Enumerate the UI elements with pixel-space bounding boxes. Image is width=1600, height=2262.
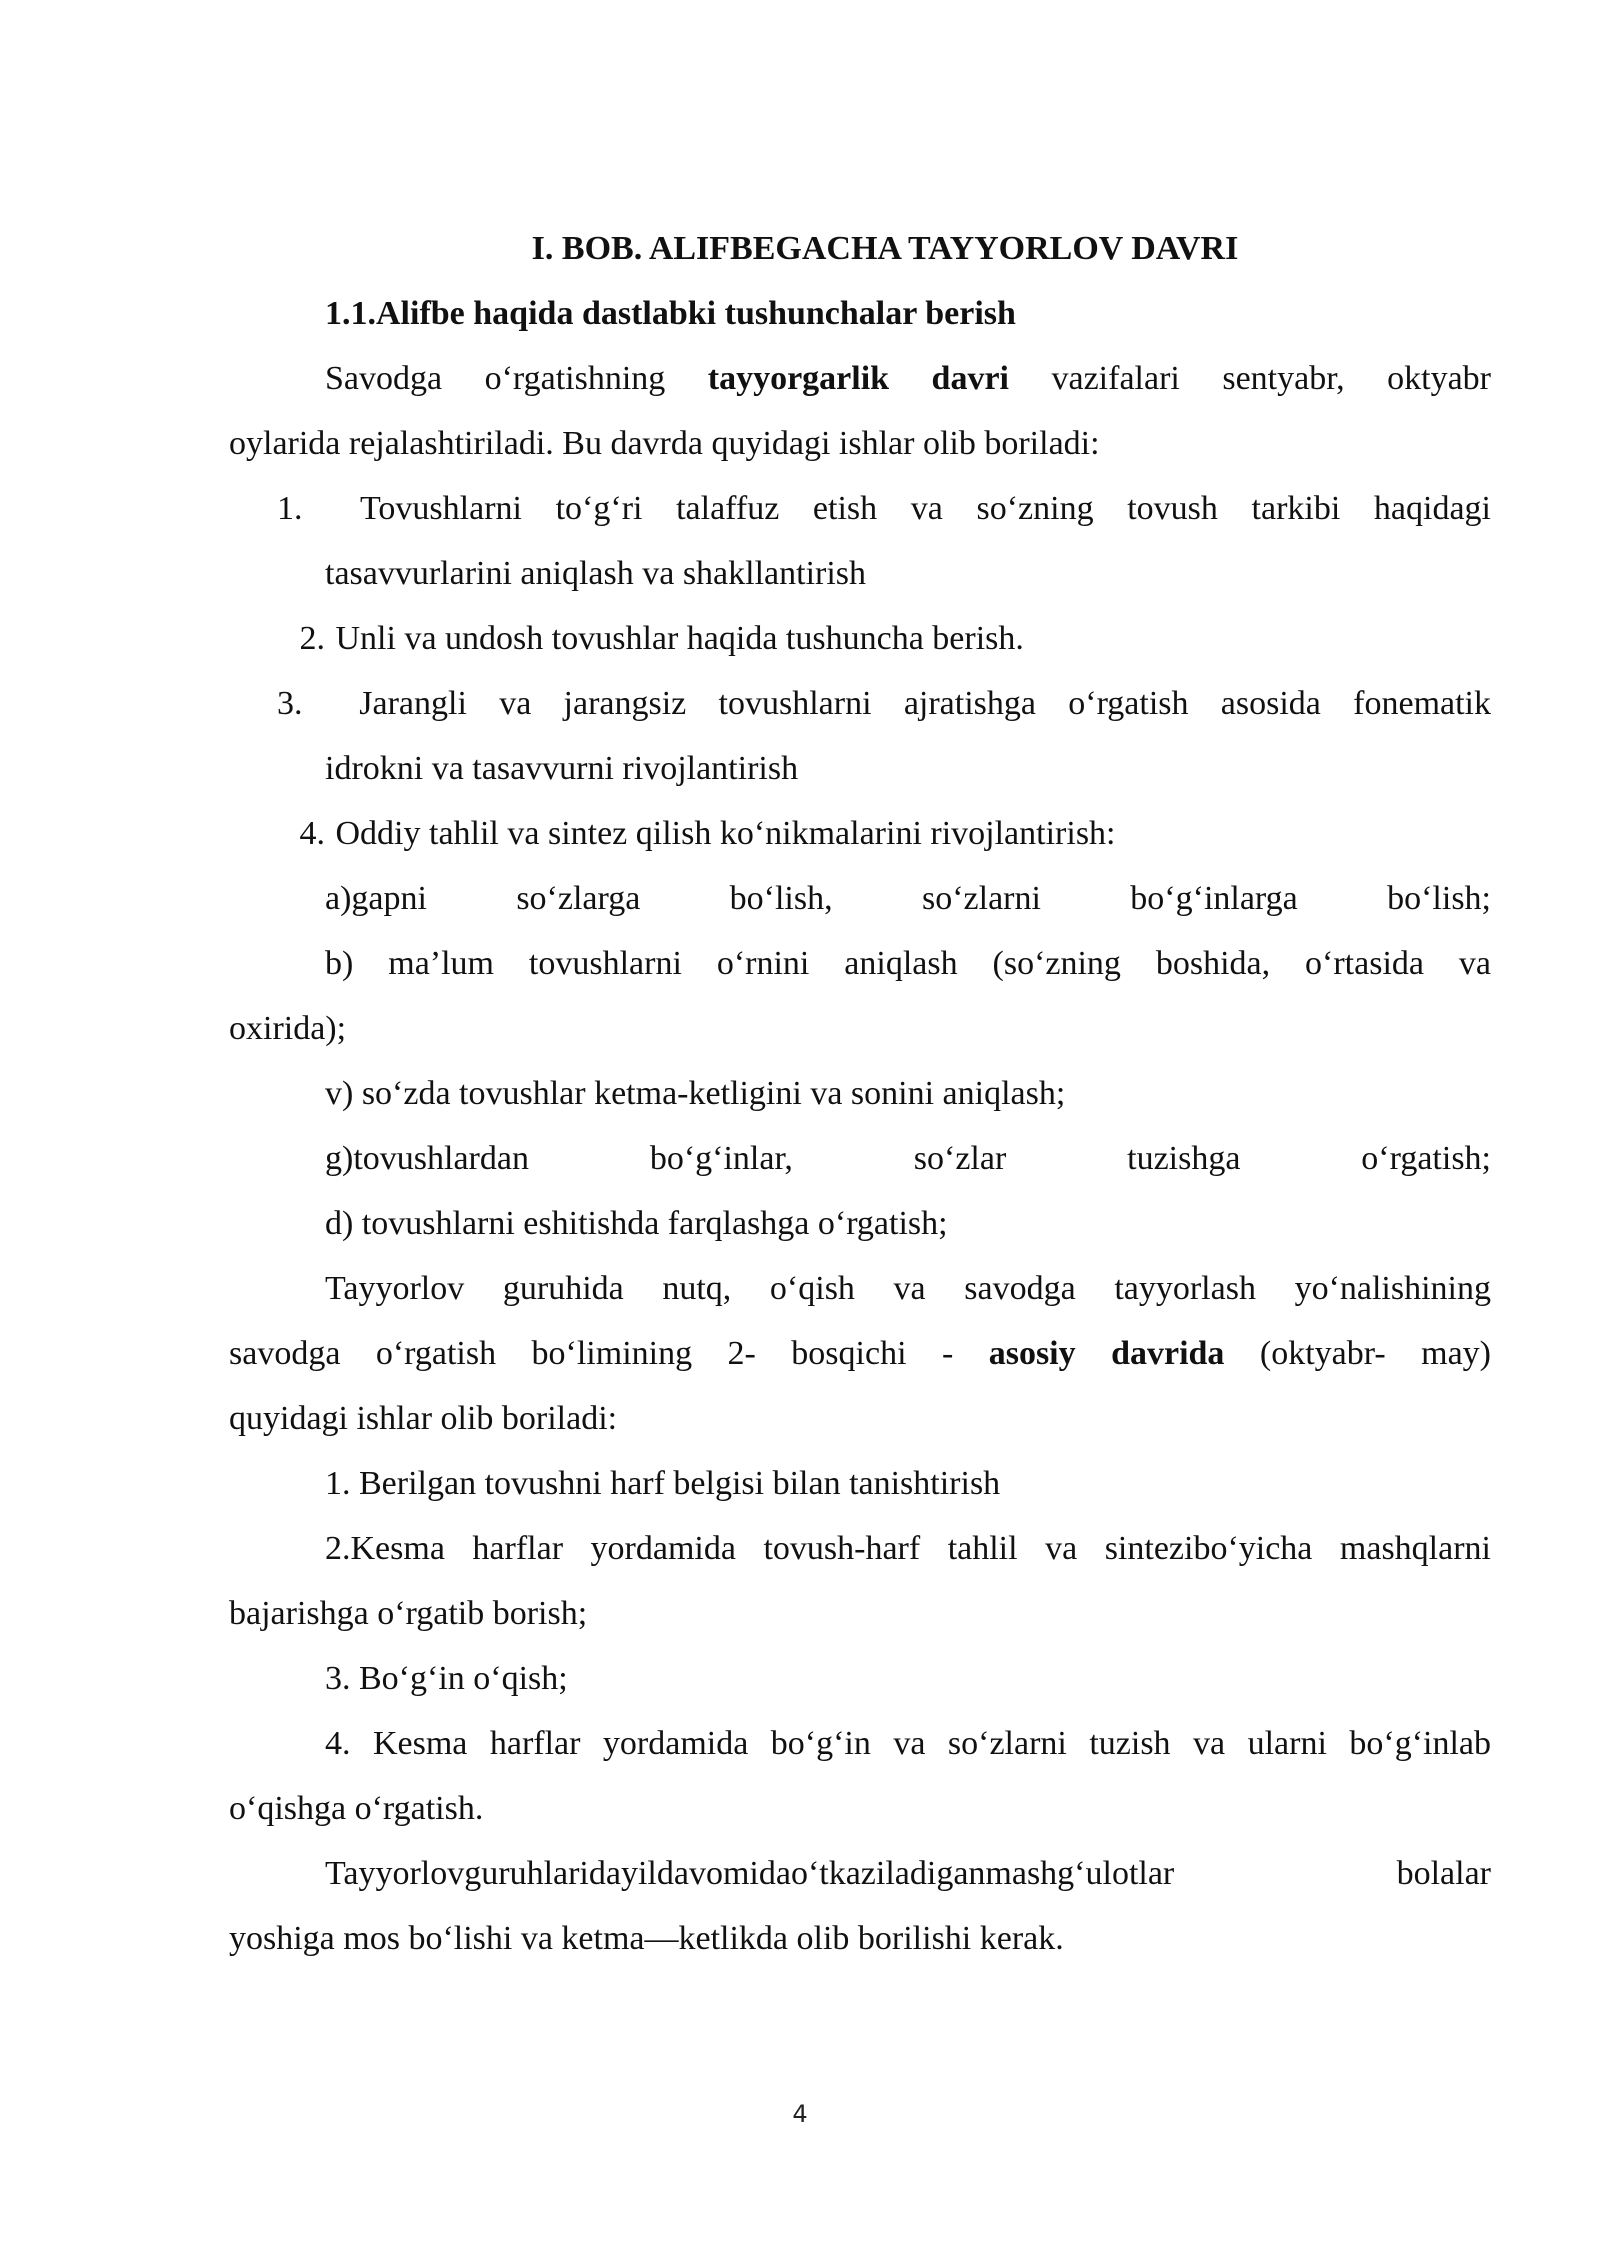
sub-item-b: b) ma’lum tovushlarni o‘rnini aniqlash (so‘zning boshida, o‘rtasida va	[325, 945, 1491, 982]
list-item-1-cont: tasavvurlarini aniqlash va shakllantirish	[325, 555, 867, 592]
list-item-3-cont: idrokni va tasavvurni rivojlantirish	[325, 750, 799, 787]
paragraph-3-line-2: yoshiga mos bo‘lishi va ketma—ketlikda olib borilishi kerak.	[229, 1920, 1064, 1957]
paragraph-2-line-1: Tayyorlov guruhida nutq, o‘qish va savodga tayyorlash yo‘nalishining	[325, 1270, 1491, 1307]
bold-term-tayyorgarlik: tayyorgarlik davri	[707, 360, 1010, 397]
page-content	[229, 216, 1491, 1971]
section-heading: 1.1.Alifbe haqida dastlabki tushunchalar berish	[325, 295, 1016, 332]
bold-term-asosiy: asosiy davrida	[988, 1335, 1225, 1372]
step-2-cont: bajarishga o‘rgatib borish;	[229, 1595, 588, 1632]
paragraph-1-line-2: oylarida rejalashtiriladi. Bu davrda quyidagi ishlar olib boriladi:	[229, 425, 1100, 462]
paragraph-2-line-2: savodga o‘rgatish bo‘limining 2- bosqichi - asosiy davrida (oktyabr- may)	[229, 1335, 1492, 1372]
sub-item-d: d) tovushlarni eshitishda farqlashga o‘rgatish;	[325, 1205, 948, 1242]
sub-item-b-cont: oxirida);	[229, 1010, 347, 1047]
list-item-4: 4. Oddiy tahlil va sintez qilish ko‘nikmalarini rivojlantirish:	[299, 815, 1116, 852]
paragraph-1-line-1: Savodga o‘rgatishning tayyorgarlik davri vazifalari sentyabr, oktyabr	[325, 360, 1491, 397]
sub-item-v: v) so‘zda tovushlar ketma-ketligini va sonini aniqlash;	[325, 1075, 1066, 1112]
page-number: 4	[792, 2100, 808, 2128]
list-item-2: 2. Unli va undosh tovushlar haqida tushuncha berish.	[299, 620, 1024, 657]
step-4: 4. Kesma harflar yordamida bo‘g‘in va so‘zlarni tuzish va ularni bo‘g‘inlab	[325, 1725, 1491, 1762]
step-3: 3. Bo‘g‘in o‘qish;	[325, 1660, 568, 1697]
step-2: 2.Kesma harflar yordamida tovush-harf tahlil va sintezibo‘yicha mashqlarni	[325, 1530, 1491, 1567]
step-4-cont: o‘qishga o‘rgatish.	[229, 1790, 484, 1827]
paragraph-3-line-1: Tayyorlovguruhlaridayildavomidao‘tkaziladiganmashg‘ulotlar bolalar	[325, 1855, 1491, 1892]
sub-item-a: a)gapni so‘zlarga bo‘lish, so‘zlarni bo‘g‘inlarga bo‘lish;	[325, 880, 1491, 917]
step-1: 1. Berilgan tovushni harf belgisi bilan tanishtirish	[325, 1465, 1001, 1502]
chapter-title: I. BOB. ALIFBEGACHA TAYYORLOV DAVRI	[531, 230, 1239, 267]
paragraph-2-line-3: quyidagi ishlar olib boriladi:	[229, 1400, 618, 1437]
sub-item-g: g)tovushlardan bo‘g‘inlar, so‘zlar tuzishga o‘rgatish;	[325, 1140, 1491, 1177]
list-item-1: 1. Tovushlarni to‘g‘ri talaffuz etish va so‘zning tovush tarkibi haqidagi	[277, 490, 1492, 527]
list-item-3: 3. Jarangli va jarangsiz tovushlarni ajratishga o‘rgatish asosida fonematik	[277, 685, 1492, 722]
